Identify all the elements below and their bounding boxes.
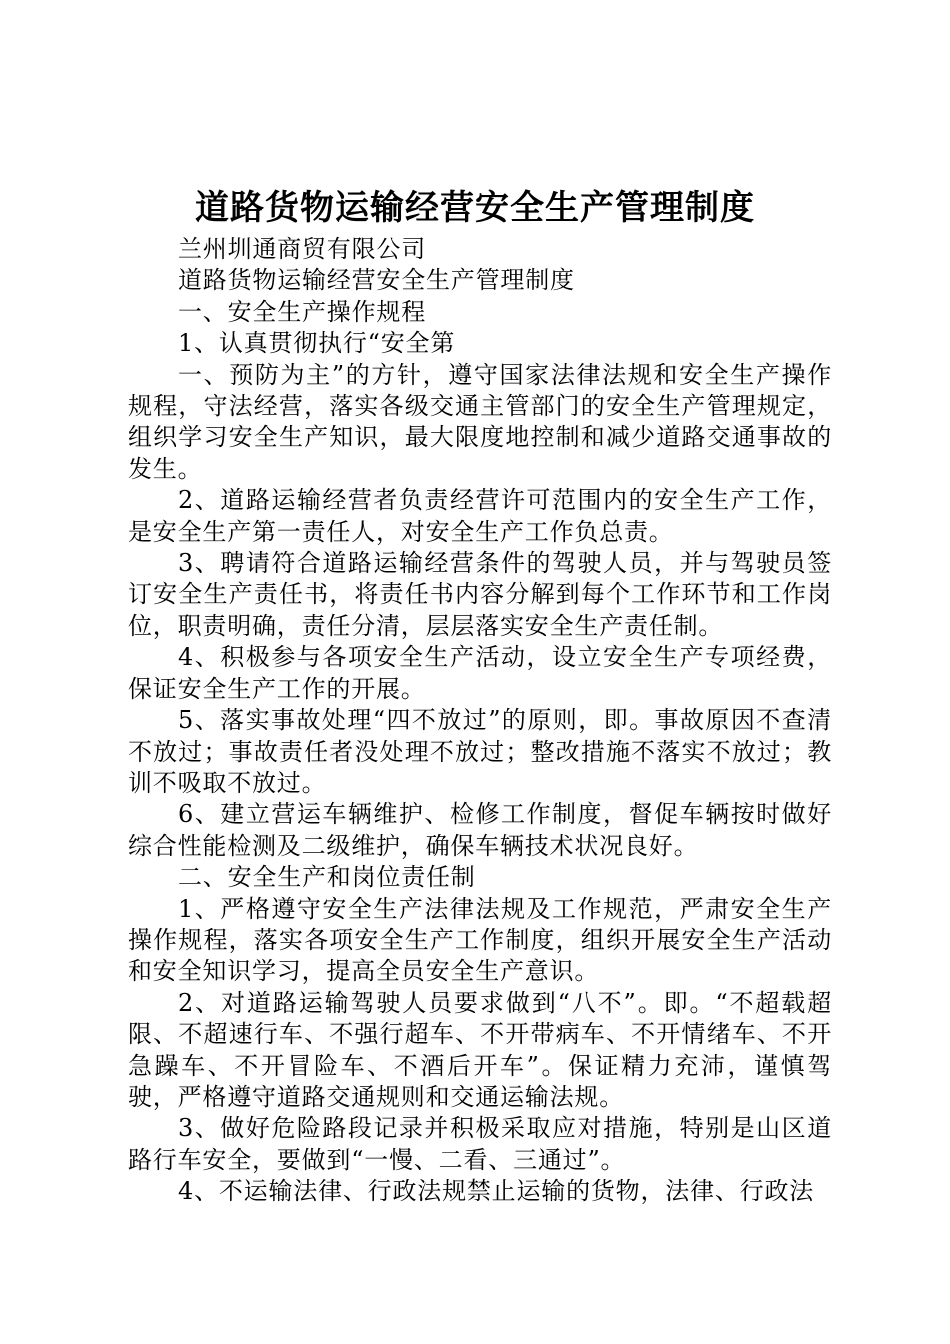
paragraph: 5、落实事故处理“四不放过”的原则，即。事故原因不查清不放过；事故责任者没处理不放过；整改措施不落实不放过；教训不吸取不放过。 xyxy=(128,706,832,797)
section-heading-2: 二、安全生产和岗位责任制 xyxy=(178,863,476,892)
paragraph: 一、预防为主”的方针，遵守国家法律法规和安全生产操作规程，守法经营，落实各级交通主管部门的安全生产管理规定，组织学习安全生产知识，最大限度地控制和减少道路交通事故的发生。 xyxy=(128,360,832,483)
subtitle: 道路货物运输经营安全生产管理制度 xyxy=(178,266,575,295)
document-title: 道路货物运输经营安全生产管理制度 xyxy=(195,188,755,228)
paragraph: 1、严格遵守安全生产法律法规及工作规范，严肃安全生产操作规程，落实各项安全生产工作制度，组织开展安全生产活动和安全知识学习，提高全员安全生产意识。 xyxy=(128,894,832,986)
paragraph: 6、建立营运车辆维护、检修工作制度，督促车辆按时做好综合性能检测及二级维护，确保车辆技术状况良好。 xyxy=(128,800,832,860)
paragraph: 3、做好危险路段记录并积极采取应对措施，特别是山区道路行车安全，要做到“一慢、二看、三通过”。 xyxy=(128,1114,832,1174)
paragraph: 2、道路运输经营者负责经营许可范围内的安全生产工作，是安全生产第一责任人，对安全生产工作负总责。 xyxy=(128,486,832,546)
section-heading-1: 一、安全生产操作规程 xyxy=(178,297,426,326)
paragraph: 4、积极参与各项安全生产活动，设立安全生产专项经费，保证安全生产工作的开展。 xyxy=(128,643,832,703)
paragraph: 1、认真贯彻执行“安全第 xyxy=(178,329,456,358)
company-name: 兰州圳通商贸有限公司 xyxy=(178,235,426,263)
paragraph: 4、不运输法律、行政法规禁止运输的货物，法律、行政法 xyxy=(178,1177,815,1206)
paragraph: 2、对道路运输驾驶人员要求做到“八不”。即。“不超载超限、不超速行车、不强行超车、不开带病车、不开情绪车、不开急躁车、不开冒险车、不酒后开车”。保证精力充沛，谨慎驾驶，严格遵守道路交通规则和交通运输法规。 xyxy=(128,988,832,1111)
document-body xyxy=(128,234,832,1208)
paragraph: 3、聘请符合道路运输经营条件的驾驶人员，并与驾驶员签订安全生产责任书，将责任书内容分解到每个工作环节和工作岗位，职责明确，责任分清，层层落实安全生产责任制。 xyxy=(128,549,832,640)
